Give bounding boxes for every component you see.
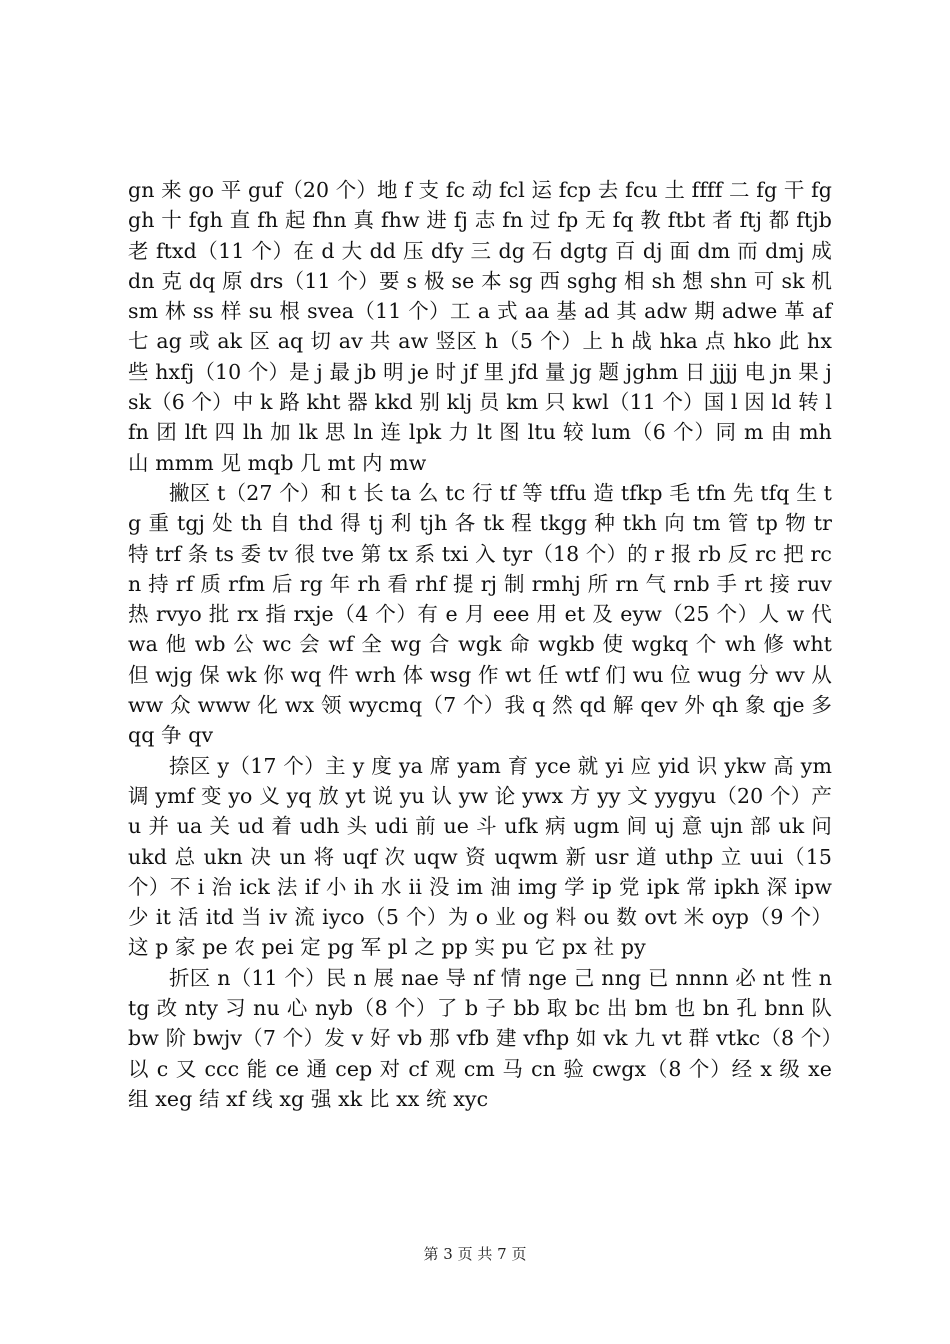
paragraph-1: gn 来 go 平 guf（20 个）地 f 支 fc 动 fcl 运 fcp 去 fcu 土 ffff 二 fg 干 fggh 十 fgh 直 fh 起 fhn 真 fhw 进 fj 志 fn 过 fp 无 fq 教 ftbt 者 ftj 都 ftjb 老 ftxd（11 个）在 d 大 dd 压 dfy 三 dg 石 dgtg 百 dj 面 dm 而 dmj 成 dn 克 dq 原 drs（11 个）要 s 极 se 本 sg 西 sghg 相 sh 想 shn 可 sk 机 sm 林 ss 样 su 根 svea（11 个）工 a 式 aa 基 ad 其 adw 期 adwe 革 af 七 ag 或 ak 区 aq 切 av 共 aw 竖区 h（5 个）上 h 战 hka 点 hko 此 hx 些 hxfj（10 个）是 j 最 jb 明 je 时 jf 里 jfd 量 jg 题 jghm 日 jjjj 电 jn 果 jsk（6 个）中 k 路 kht 器 kkd 别 klj 员 km 只 kwl（11 个）国 l 因 ld 转 lfn 团 lft 四 lh 加 lk 思 ln 连 lpk 力 lt 图 ltu 较 lum（6 个）同 m 由 mh 山 mmm 见 mqb 几 mt 内 mw — [128, 178, 832, 475]
document-body — [128, 175, 832, 1114]
paragraph-3: 捺区 y（17 个）主 y 度 ya 席 yam 育 yce 就 yi 应 yid 识 ykw 高 ym 调 ymf 变 yo 义 yq 放 yt 说 yu 认 yw 论 ywx 方 yy 文 yygyu（20 个）产 u 并 ua 关 ud 着 udh 头 udi 前 ue 斗 ufk 病 ugm 间 uj 意 ujn 部 uk 问 ukd 总 ukn 决 un 将 uqf 次 uqw 资 uqwm 新 usr 道 uthp 立 uui（15 个）不 i 治 ick 法 if 小 ih 水 ii 没 im 油 img 学 ip 党 ipk 常 ipkh 深 ipw 少 it 活 itd 当 iv 流 iyco（5 个）为 o 业 og 料 ou 数 ovt 米 oyp（9 个）这 p 家 pe 农 pei 定 pg 军 pl 之 pp 实 pu 它 px 社 py — [128, 753, 832, 960]
page-number-footer: 第 3 页 共 7 页 — [423, 1245, 527, 1263]
paragraph-2: 撇区 t（27 个）和 t 长 ta 么 tc 行 tf 等 tffu 造 tfkp 毛 tfn 先 tfq 生 tg 重 tgj 处 th 自 thd 得 tj 利 tjh 各 tk 程 tkgg 种 tkh 向 tm 管 tp 物 tr 特 trf 条 ts 委 tv 很 tve 第 tx 系 txi 入 tyr（18 个）的 r 报 rb 反 rc 把 rcn 持 rf 质 rfm 后 rg 年 rh 看 rhf 提 rj 制 rmhj 所 rn 气 rnb 手 rt 接 ruv 热 rvyo 批 rx 指 rxje（4 个）有 e 月 eee 用 et 及 eyw（25 个）人 w 代 wa 他 wb 公 wc 会 wf 全 wg 合 wgk 命 wgkb 使 wgkq 个 wh 修 wht 但 wjg 保 wk 你 wq 件 wrh 体 wsg 作 wt 任 wtf 们 wu 位 wug 分 wv 从 ww 众 www 化 wx 领 wycmq（7 个）我 q 然 qd 解 qev 外 qh 象 qje 多 qq 争 qv — [128, 480, 832, 748]
paragraph-4: 折区 n（11 个）民 n 展 nae 导 nf 情 nge 己 nng 已 nnnn 必 nt 性 ntg 改 nty 习 nu 心 nyb（8 个）了 b 子 bb 取 bc 出 bm 也 bn 孔 bnn 队 bw 阶 bwjv（7 个）发 v 好 vb 那 vfb 建 vfhp 如 vk 九 vt 群 vtkc（8 个）以 c 又 ccc 能 ce 通 cep 对 cf 观 cm 马 cn 验 cwgx（8 个）经 x 级 xe 组 xeg 结 xf 线 xg 强 xk 比 xx 统 xyc — [128, 965, 832, 1111]
